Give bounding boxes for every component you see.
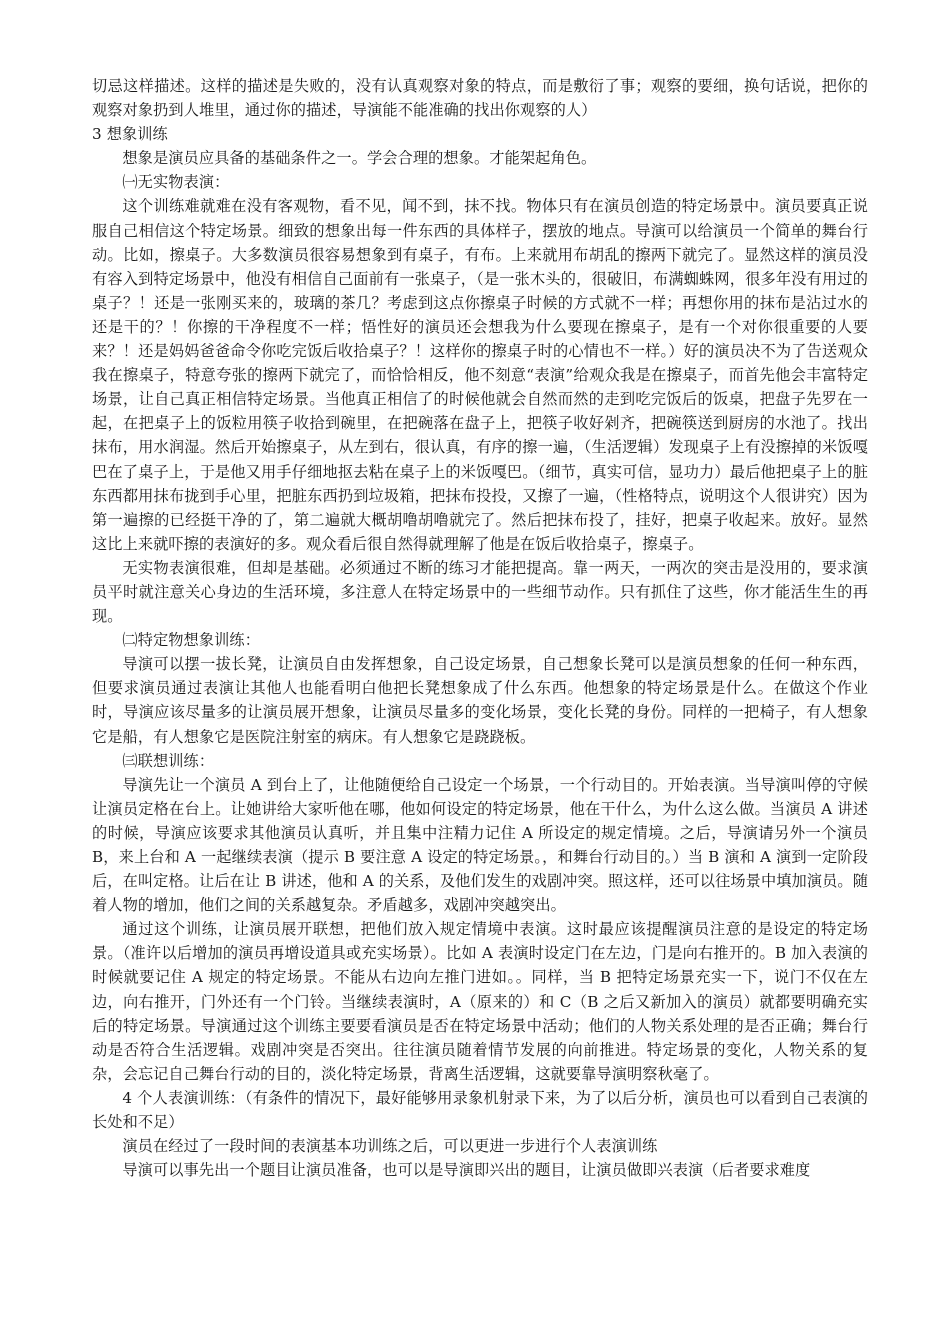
paragraph: 导演可以事先出一个题目让演员准备，也可以是导演即兴出的题目，让演员做即兴表演（后者要求难度 [122, 1161, 811, 1180]
paragraph: 演员在经过了一段时间的表演基本功训练之后，可以更进一步进行个人表演训练 [122, 1137, 658, 1156]
paragraph: 导演先让一个演员 A 到台上了，让他随便给自己设定一个场景，一个行动目的。开始表演。当导演叫停的守候让演员定格在台上。让她讲给大家听他在哪，他如何设定的特定场景，他在干什么，为什么这么做。当演员 A 讲述的时候，导演应该要求其他演员认真听，并且集中注精力记住 A 所设定的规定情境。之后，导演请另外一个演员 B，来上台和 A 一起继续表演（提示 B 要注意 A 设定的特定场景。，和舞台行动目的。）当 B 演和 A 演到一定阶段后，在叫定格。让后在让 B 讲述，他和 A 的关系，及他们发生的戏剧冲突。照这样，还可以往场景中填加演员。随着人物的增加，他们之间的关系越复杂。矛盾越多，戏剧冲突越突出。 [92, 775, 868, 915]
subsection-heading: ㈠无实物表演： [122, 173, 230, 192]
paragraph: 想象是演员应具备的基础条件之一。学会合理的想象。才能架起角色。 [122, 149, 597, 168]
subsection-heading: ㈢联想训练： [122, 751, 215, 770]
paragraph: 切忌这样描述。这样的描述是失败的，没有认真观察对象的特点，而是敷衍了事；观察的要细，换句话说，把你的观察对象扔到人堆里，通过你的描述，导演能不能准确的找出你观察的人） [92, 77, 868, 120]
section-heading: 3 想象训练 [92, 125, 168, 144]
paragraph: 通过这个训练，让演员展开联想，把他们放入规定情境中表演。这时最应该提醒演员注意的是设定的特定场景。（准许以后增加的演员再增设道具或充实场景）。比如 A 表演时设定门在左边，门是向右推开的。B 加入表演的时候就要记住 A 规定的特定场景。不能从右边向左推门进如。。同样，当 B 把特定场景充实一下，说门不仅在左边，向右推开，门外还有一个门铃。当继续表演时，A（原来的）和 C（B 之后又新加入的演员）就都要明确充实后的特定场景。导演通过这个训练主要要看演员是否在特定场景中活动；他们的人物关系处理的是否正确；舞台行动是否符合生活逻辑。戏剧冲突是否突出。往往演员随着情节发展的向前推进。特定场景的变化，人物关系的复杂，会忘记自己舞台行动的目的，淡化特定场景，背离生活逻辑，这就要靠导演明察秋毫了。 [92, 920, 868, 1083]
section-heading: 4 个人表演训练：（有条件的情况下，最好能够用录象机射录下来，为了以后分析，演员也可以看到自己表演的长处和不足） [92, 1088, 868, 1132]
subsection-heading: ㈡特定物想象训练： [122, 631, 260, 650]
paragraph: 导演可以摆一拔长凳，让演员自由发挥想象，自己设定场景，自己想象长凳可以是演员想象的任何一种东西，但要求演员通过表演让其他人也能看明白他把长凳想象成了什么东西。他想象的特定场景是什么。在做这个作业时，导演应该尽量多的让演员展开想象，让演员尽量多的变化场景，变化长凳的身份。同样的一把椅子，有人想象它是船，有人想象它是医院注射室的病床。有人想象它是跷跷板。 [92, 655, 868, 746]
paragraph: 这个训练难就难在没有客观物，看不见，闻不到，抹不找。物体只有在演员创造的特定场景中。演员要真正说服自己相信这个特定场景。细致的想象出每一件东西的具体样子，摆放的地点。导演可以给演员一个简单的舞台行动。比如，擦桌子。大多数演员很容易想象到有桌子，有布。上来就用布胡乱的擦两下就完了。显然这样的演员没有容入到特定场景中，他没有相信自己面前有一张桌子，（是一张木头的，很破旧，布满蜘蛛网，很多年没有用过的桌子？！还是一张刚买来的，玻璃的茶几？考虑到这点你擦桌子时候的方式就不一样；再想你用的抹布是沾过水的还是干的？！你擦的干净程度不一样；悟性好的演员还会想我为什么要现在擦桌子，是有一个对你很重要的人要来？！还是妈妈爸爸命令你吃完饭后收拾桌子？！这样你的擦桌子时的心情也不一样。）好的演员决不为了告送观众我在擦桌子，特意夸张的擦两下就完了，而恰恰相反，他不刻意“表演”给观众我是在擦桌子，而首先他会丰富特定场景，让自己真正相信特定场景。当他真正相信了的时候他就会自然而然的走到吃完饭后的饭桌，把盘子先罗在一起，在把桌子上的饭粒用筷子收拾到碗里，在把碗落在盘子上，把筷子收好剁齐，把碗筷送到厨房的水池了。找出抹布，用水润湿。然后开始擦桌子，从左到右，很认真，有序的擦一遍，（生活逻辑）发现桌子上有没擦掉的米饭嘎巴在了桌子上，于是他又用手仔细地抠去粘在桌子上的米饭嘎巴。（细节，真实可信，显功力）最后他把桌子上的脏东西都用抹布拢到手心里，把脏东西扔到垃圾箱，把抹布投投，又擦了一遍，（性格特点，说明这个人很讲究）因为第一遍擦的已经挺干净的了，第二遍就大概胡噜胡噜就完了。然后把抹布投了，挂好，把桌子收起来。放好。显然这比上来就吓擦的表演好的多。观众看后很自然得就理解了他是在饭后收拾桌子，擦桌子。 [92, 197, 868, 553]
paragraph: 无实物表演很难，但却是基础。必须通过不断的练习才能把提高。靠一两天，一两次的突击是没用的，要求演员平时就注意关心身边的生活环境，多注意人在特定场景中的一些细节动作。只有抓住了这些，你才能活生生的再现。 [92, 558, 868, 626]
document-body [92, 74, 868, 1182]
